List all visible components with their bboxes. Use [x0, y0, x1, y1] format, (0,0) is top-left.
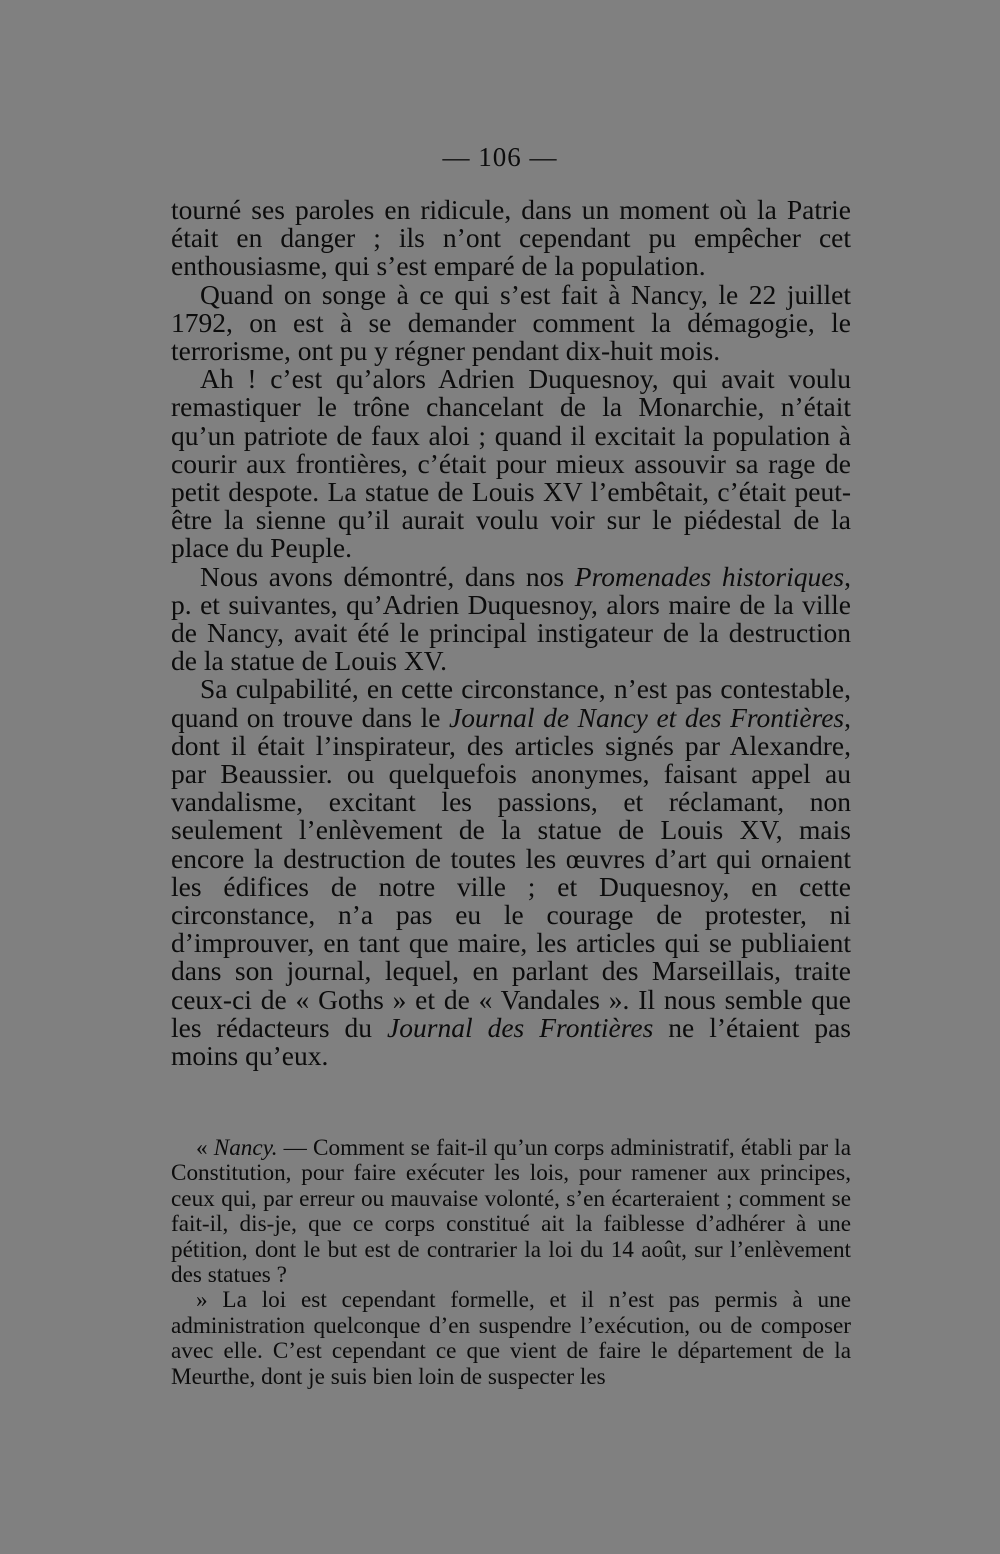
book-title-promenades: Promenades historiques [574, 560, 845, 592]
paragraph-5-part-1: Sa culpabilité, en cette circonstance, n’est pas contestable, quand on trouve dans le [171, 673, 851, 733]
quote-open-mark: « [196, 1135, 214, 1161]
paragraph-5-part-3: ne l’étaient pas moins qu’eux. [171, 1011, 851, 1072]
page-number: — 106 — [442, 142, 558, 172]
paragraph-4 [171, 560, 852, 677]
main-text [171, 196, 851, 1070]
paragraph-5 [171, 675, 851, 1070]
quote-paragraph-2: » La loi est cependant formelle, et il n’est pas permis à une administration quelconque d’en suspendre l’exécution, ou de composer avec elle. C’est cependant ce que vient de faire le département de la Meurthe, dont je suis bien loin de suspecter les [171, 1287, 851, 1390]
journal-title-nancy: Journal de Nancy et des Frontières [449, 701, 845, 733]
journal-title-frontieres: Journal des Frontières [387, 1011, 654, 1043]
paragraph-3: Ah ! c’est qu’alors Adrien Duquesnoy, qui avait voulu remastiquer le trône chancelant de la Monarchie, n’était qu’un patriote de faux aloi ; quand il excitait la population à courir aux frontières, c’était pour mieux assouvir sa rage de petit despote. La statue de Louis XV l’embêtait, c’était peut-être la sienne qu’il aurait voulu voir sur le piédestal de la place du Peuple. [171, 363, 851, 564]
paragraph-2: Quand on songe à ce qui s’est fait à Nancy, le 22 juillet 1792, on est à se demander comment la démagogie, le terrorisme, ont pu y régner pendant dix-huit mois. [171, 278, 851, 367]
quote-place-name: Nancy. [213, 1135, 278, 1161]
quote-paragraph-1-text: — Comment se fait-il qu’un corps administratif, établi par la Constitution, pour faire exécuter les lois, pour ramener aux principes, ceux qui, par erreur ou mauvaise volonté, s’en écarteraient ; comment se fait-il, dis-je, que ce corps constitué ait la faiblesse d’adhérer à une pétition, dont le but est de contrarier la loi du 14 août, sur l’enlèvement des statues ? [171, 1135, 851, 1289]
paragraph-4-part-1: Nous avons démontré, dans nos [200, 560, 575, 592]
paragraph-1: tourné ses paroles en ridicule, dans un moment où la Patrie était en danger ; ils n’ont cependant pu empêcher cet enthousiasme, qui s’est emparé de la population. [171, 194, 851, 282]
paragraph-5-part-2: , dont il était l’inspirateur, des articles signés par Alexandre, par Beaussier. ou quelquefois anonymes, faisant appel au vandalisme, excitant les passions, et réclamant, non seulement l’enlèvement de la statue de Louis XV, mais encore la destruction de toutes les œuvres d’art qui ornaient les édifices de notre ville ; et Duquesnoy, en cette circonstance, n’a pas eu le courage de protester, ni d’improuver, en tant que maire, les articles qui se publiaient dans son journal, lequel, en parlant des Marseillais, traite ceux-ci de « Goths » et de « Vandales ». Il nous semble que les rédacteurs du [171, 701, 851, 1043]
quote-paragraph-1 [171, 1136, 851, 1288]
quoted-text [171, 1136, 851, 1390]
paragraph-4-part-2: , p. et suivantes, qu’Adrien Duquesnoy, alors maire de la ville de Nancy, avait été le principal instigateur de la destruction de la statue de Louis XV. [171, 560, 852, 677]
